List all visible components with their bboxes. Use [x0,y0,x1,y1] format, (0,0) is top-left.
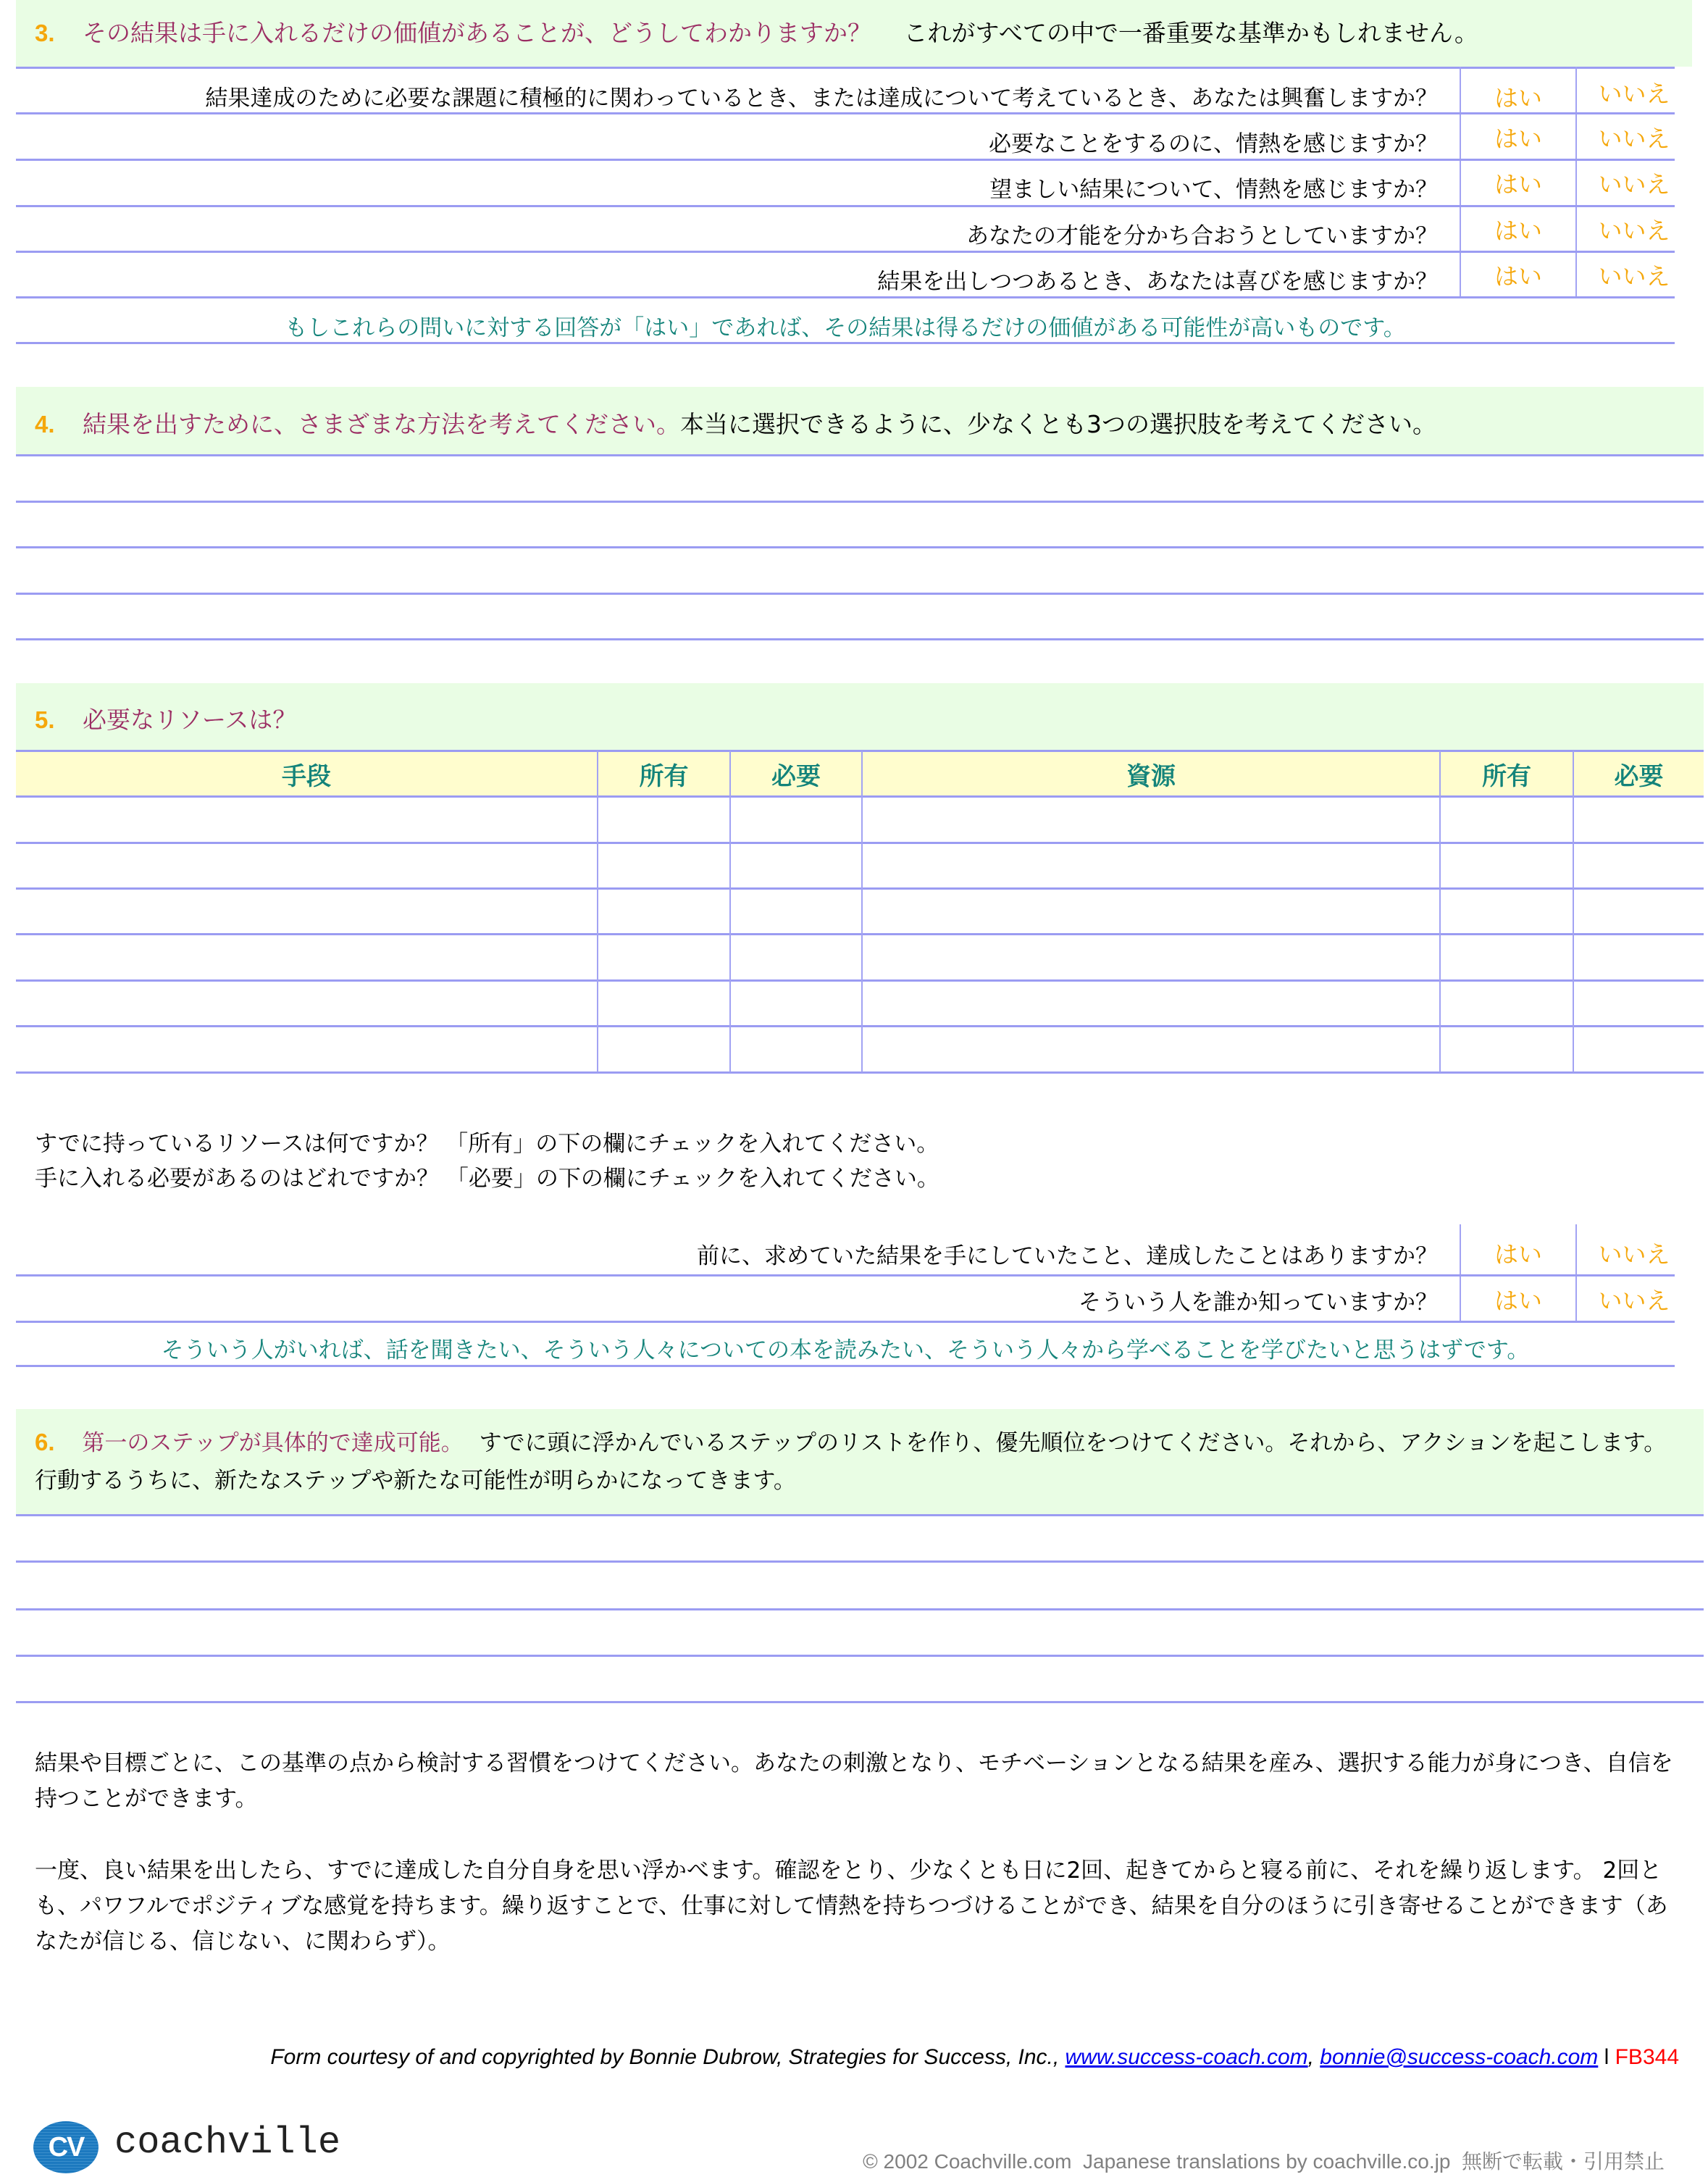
yes-option[interactable]: はい [1494,262,1542,291]
coachville-logo [33,2121,410,2173]
divider [16,205,1675,207]
divider [16,1365,1675,1367]
divider [16,1274,1675,1276]
closing-paragraph-1: 結果や目標ごとに、この基準の点から検討する習慣をつけてください。あなたの刺激となり、モチベーションとなる結果を産み、選択する能力が身につき、自信を持つことができます。 [35,1750,1673,1812]
section-5-number: 5. [35,706,55,733]
logo-mark-text: CV [48,2131,84,2163]
table-header-need: 必要 [731,752,861,795]
section-5-heading [35,701,296,735]
no-option[interactable]: いいえ [1598,80,1670,108]
resource-note-need: 手に入れる必要があるのはどれですか？ 「必要」の下の欄にチェックを入れてください。 [35,1166,939,1192]
credit-separator: , [1307,2045,1320,2069]
question-text: 結果達成のために必要な課題に積極的に関わっているとき、または達成について考えているとき、あなたは興奮しますか？ [205,85,1438,112]
table-row-line [16,1071,1704,1074]
section-4-title: 結果を出すために、さまざまな方法を考えてください。 [83,410,681,438]
answer-line[interactable] [16,546,1704,548]
divider [16,750,1704,752]
section-6-subtitle-line2: 行動するうちに、新たなステップや新たな可能性が明らかになってきます。 [35,1468,796,1494]
answer-line[interactable] [16,501,1704,503]
no-option[interactable]: いいえ [1598,1240,1670,1269]
table-row-line [16,1025,1704,1027]
section-6-subtitle: すでに頭に浮かんでいるステップのリストを作り、優先順位をつけてください。それから、アクションを起こします。 [479,1430,1667,1456]
column-divider [861,751,863,1072]
table-header-have: 所有 [598,752,729,795]
section-4-heading [35,406,1436,440]
yes-option[interactable]: はい [1494,84,1542,112]
section-6-heading [35,1424,1666,1457]
table-row-line [16,933,1704,935]
yes-option[interactable]: はい [1494,217,1542,245]
question-text: 望ましい結果について、情熱を感じますか？ [989,177,1438,203]
divider [16,159,1675,161]
divider [16,112,1675,114]
divider [16,1321,1675,1323]
credit-text: Form courtesy of and copyrighted by Bonnie Dubrow, Strategies for Success, Inc., [270,2045,1066,2069]
section-4-subtitle: 本当に選択できるように、少なくとも3つの選択肢を考えてください。 [680,410,1437,438]
table-header-need: 必要 [1574,752,1704,795]
divider [16,67,1675,69]
copyright-notice: © 2002 Coachville.com Japanese translations by coachville.co.jp 無断で転載・引用禁止 [863,2150,1665,2173]
question-text: 必要なことをするのに、情熱を感じますか？ [989,131,1438,157]
table-header-have: 所有 [1441,752,1573,795]
question-text: 前に、求めていた結果を手にしていたこと、達成したことはありますか？ [697,1243,1438,1269]
credit-line [270,2045,1679,2070]
answer-line[interactable] [16,593,1704,595]
section-3-subtitle: これがすべての中で一番重要な基準かもしれません。 [903,19,1478,47]
form-code: FB344 [1615,2045,1679,2069]
no-option[interactable]: いいえ [1598,170,1670,199]
question-text: そういう人を誰か知っていますか？ [1079,1290,1438,1316]
table-header-resource: 資源 [863,752,1439,795]
question-text: 結果を出しつつあるとき、あなたは喜びを感じますか？ [877,269,1438,295]
section-6-title: 第一のステップが具体的で達成可能。 [82,1430,464,1456]
section-6-number: 6. [35,1429,55,1455]
website-link[interactable]: www.success-coach.com [1065,2045,1308,2069]
section-3-title: その結果は手に入れるだけの価値があることが、どうしてわかりますか？ [83,19,872,47]
yes-option[interactable]: はい [1494,125,1542,153]
table-row-line [16,887,1704,890]
yes-option[interactable]: はい [1494,1287,1542,1315]
table-row-line [16,795,1704,798]
section-5-title: 必要なリソースは？ [83,706,297,734]
answer-line[interactable] [16,638,1704,640]
answer-line[interactable] [16,1514,1704,1516]
section-3-heading [35,14,1478,49]
section-5-summary: そういう人がいれば、話を聞きたい、そういう人々についての本を読みたい、そういう人々から学べることを学びたいと思うはずです。 [161,1337,1530,1363]
answer-line[interactable] [16,1608,1704,1610]
answer-line[interactable] [16,1560,1704,1563]
section-3-number: 3. [35,20,55,46]
table-header-means: 手段 [16,752,597,795]
column-divider [1439,751,1441,1072]
table-row-line [16,842,1704,844]
logo-text: coachville [114,2121,341,2164]
closing-paragraph-2: 一度、良い結果を出したら、すでに達成した自分自身を思い浮かべます。確認をとり、少なくとも日に2回、起きてからと寝る前に、それを繰り返します。 2回とも、パワフルでポジティブな感覚を持ちます。繰り返すことで、仕事に対して情熱を持ちつづけることができ、結果を自分のほうに引き寄せることができます（あなたが信じる、信じない、に関わらず）。 [35,1858,1668,1955]
no-option[interactable]: いいえ [1598,217,1670,245]
yes-option[interactable]: はい [1494,1240,1542,1269]
credit-pipe: l [1598,2045,1615,2069]
yes-option[interactable]: はい [1494,170,1542,199]
no-option[interactable]: いいえ [1598,1287,1670,1315]
table-row-line [16,979,1704,982]
no-option[interactable]: いいえ [1598,125,1670,153]
answer-line[interactable] [16,1701,1704,1703]
answer-line[interactable] [16,454,1704,456]
answer-line[interactable] [16,1655,1704,1657]
logo-mark-icon [33,2121,99,2173]
question-text: あなたの才能を分かち合おうとしていますか？ [966,223,1438,249]
column-divider [597,751,598,1072]
divider [16,251,1675,253]
section-4-number: 4. [35,411,55,438]
column-divider [729,751,731,1072]
section-3-summary: もしこれらの問いに対する回答が「はい」であれば、その結果は得るだけの価値がある可能性が高いものです。 [285,315,1406,341]
divider [16,296,1675,298]
column-divider [1573,751,1574,1072]
resource-note-have: すでに持っているリソースは何ですか？ 「所有」の下の欄にチェックを入れてください。 [35,1131,939,1157]
no-option[interactable]: いいえ [1598,262,1670,291]
email-link[interactable]: bonnie@success-coach.com [1320,2045,1599,2069]
divider [16,342,1675,344]
